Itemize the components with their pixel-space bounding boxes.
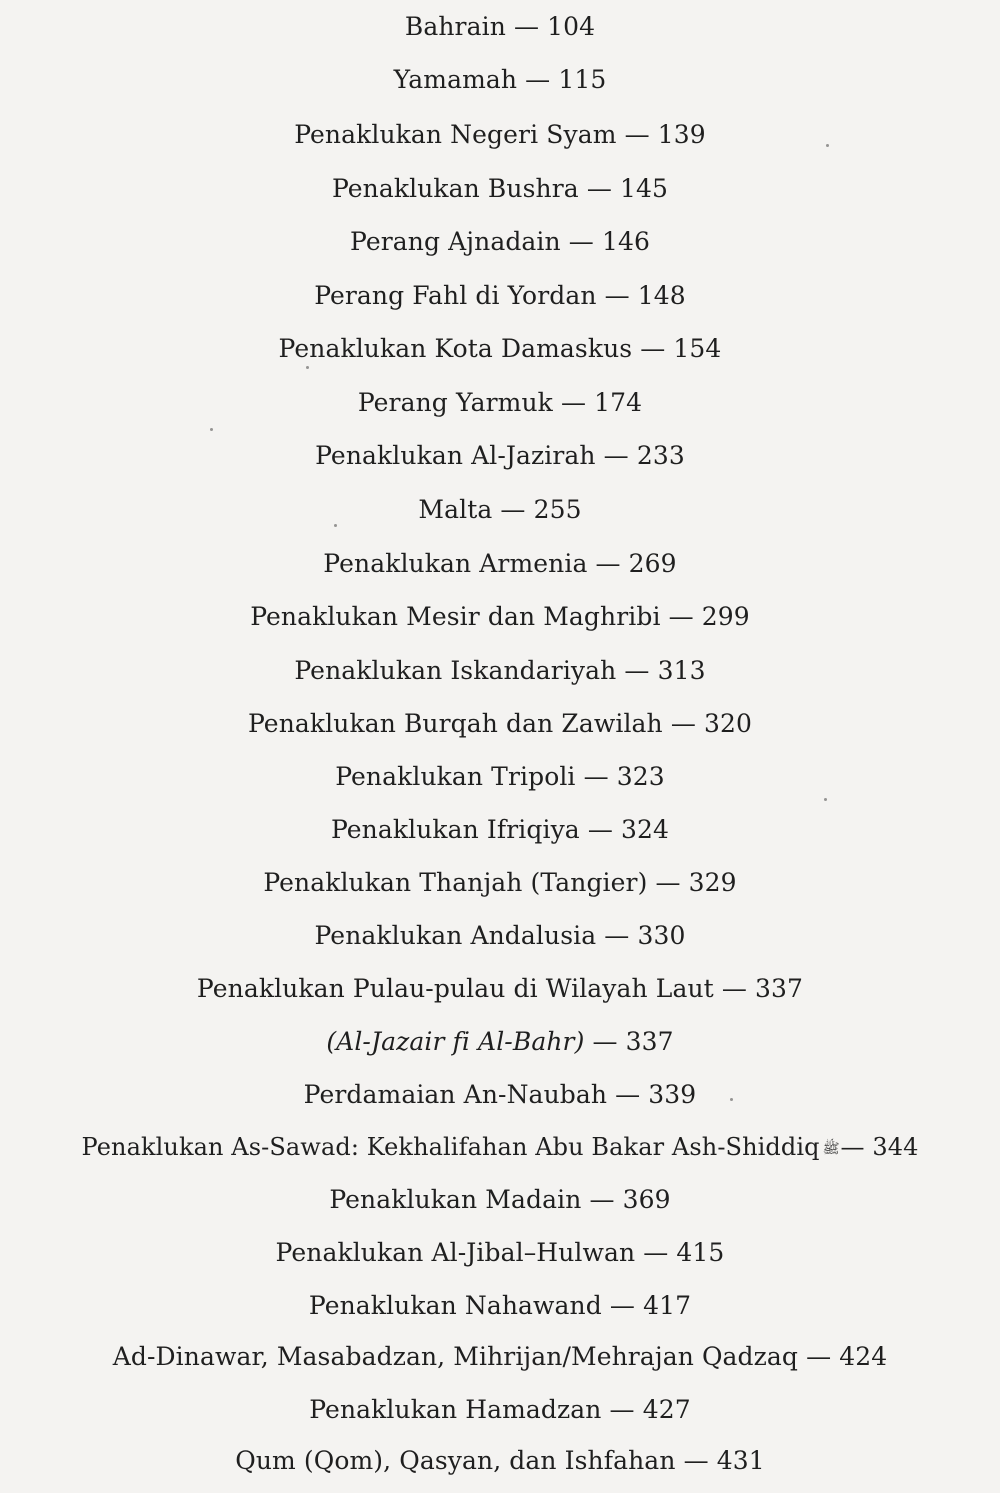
toc-entry-title: Penaklukan Tripoli — [335, 762, 576, 791]
toc-entry-separator: — — [683, 1446, 709, 1475]
toc-entry-page: 148 — [637, 281, 686, 310]
toc-entry — [0, 1395, 1000, 1425]
toc-entry-separator: — — [609, 1395, 635, 1424]
toc-entry-page: 154 — [673, 334, 722, 363]
toc-entry — [0, 921, 1000, 951]
print-speck — [826, 144, 829, 147]
toc-entry-separator: — — [589, 1185, 615, 1214]
toc-entry-title: Penaklukan Pulau-pulau di Wilayah Laut — [196, 974, 714, 1003]
toc-entry-title: Penaklukan Al-Jibal–Hulwan — [275, 1238, 636, 1267]
toc-entry-separator: — — [721, 974, 747, 1003]
toc-entry-title: Qum (Qom), Qasyan, dan Ishfahan — [235, 1446, 676, 1475]
toc-entry — [0, 227, 1000, 257]
toc-entry-separator: — — [560, 388, 587, 417]
print-speck — [730, 1098, 733, 1101]
toc-entry — [0, 12, 1000, 42]
toc-entry — [0, 281, 1000, 311]
toc-entry-title: Penaklukan Thanjah (Tangier) — [263, 868, 648, 897]
toc-entry-page: 255 — [533, 495, 582, 524]
toc-entry — [0, 1342, 1000, 1372]
toc-entry-title: Perang Ajnadain — [350, 227, 561, 256]
toc-entry — [0, 1238, 1000, 1268]
toc-entry-separator: — — [604, 281, 630, 310]
honorific-icon: ﷺ — [822, 1140, 840, 1157]
toc-entry-title: Perdamaian An-Naubah — [303, 1080, 608, 1109]
toc-entry-separator: — — [513, 12, 540, 41]
toc-entry-page: 337 — [625, 1027, 674, 1056]
toc-entry — [0, 174, 1000, 204]
toc-entry-page: 424 — [839, 1342, 888, 1371]
toc-entry-title: Penaklukan Mesir dan Maghribi — [250, 602, 661, 631]
toc-entry — [0, 549, 1000, 579]
toc-entry-title: Penaklukan Hamadzan — [309, 1395, 602, 1424]
toc-entry — [0, 495, 1000, 525]
toc-entry-separator: — — [840, 1133, 865, 1161]
toc-entry-page: 269 — [628, 549, 677, 578]
toc-entry-page: 417 — [643, 1291, 692, 1320]
toc-entry-title: Perang Yarmuk — [357, 388, 553, 417]
toc-entry-separator: — — [525, 65, 551, 94]
toc-entry — [0, 1027, 1000, 1057]
toc-entry — [0, 1132, 1000, 1164]
toc-entry-title: (Al-Jazair fi Al-Bahr) — [326, 1027, 585, 1056]
toc-entry — [0, 709, 1000, 739]
toc-entry-page: 330 — [637, 921, 686, 950]
toc-entry-page: 104 — [547, 12, 596, 41]
toc-entry — [0, 388, 1000, 418]
toc-entry — [0, 868, 1000, 898]
toc-entry — [0, 1080, 1000, 1110]
toc-entry-separator: — — [668, 602, 694, 631]
toc-entry-title: Penaklukan Bushra — [331, 174, 579, 203]
toc-entry — [0, 334, 1000, 364]
toc-entry-title: Penaklukan Armenia — [323, 549, 588, 578]
toc-entry-separator: — — [615, 1080, 641, 1109]
toc-entry-title: Yamamah — [393, 65, 518, 94]
print-speck — [824, 798, 827, 801]
toc-entry-page: 233 — [636, 441, 685, 470]
print-speck — [210, 428, 213, 431]
toc-entry-page: 339 — [648, 1080, 697, 1109]
toc-entry-separator: — — [655, 868, 681, 897]
toc-entry-title: Penaklukan Negeri Syam — [294, 120, 617, 149]
toc-entry-page: 174 — [594, 388, 643, 417]
toc-entry-page: 344 — [872, 1133, 919, 1161]
toc-entry — [0, 974, 1000, 1004]
toc-entry-page: 299 — [701, 602, 750, 631]
toc-entry-separator: — — [595, 549, 621, 578]
toc-entry-title: Bahrain — [404, 12, 506, 41]
toc-entry — [0, 120, 1000, 150]
print-speck — [334, 524, 337, 527]
toc-entry — [0, 815, 1000, 845]
toc-entry — [0, 762, 1000, 792]
toc-entry-page: 415 — [676, 1238, 725, 1267]
toc-entry — [0, 1185, 1000, 1215]
toc-entry-title: Malta — [418, 495, 493, 524]
toc-entry-page: 329 — [688, 868, 737, 897]
toc-entry-separator: — — [670, 709, 696, 738]
toc-entry-separator: — — [643, 1238, 669, 1267]
print-speck — [306, 366, 309, 369]
toc-entry-separator: — — [568, 227, 594, 256]
toc-entry — [0, 441, 1000, 471]
toc-entry-separator: — — [806, 1342, 832, 1371]
toc-entry-separator: — — [586, 174, 612, 203]
toc-entry-page: 431 — [716, 1446, 765, 1475]
toc-entry-page: 313 — [657, 656, 706, 685]
toc-entry — [0, 1446, 1000, 1476]
toc-entry-title: Penaklukan Madain — [329, 1185, 582, 1214]
toc-entry-separator: — — [592, 1027, 618, 1056]
toc-entry-title: Penaklukan Iskandariyah — [294, 656, 617, 685]
toc-entry-page: 323 — [616, 762, 665, 791]
toc-entry-title: Penaklukan Kota Damaskus — [278, 334, 633, 363]
toc-entry-separator: — — [624, 656, 650, 685]
toc-entry-title: Penaklukan Nahawand — [308, 1291, 602, 1320]
toc-entry-separator: — — [609, 1291, 636, 1320]
toc-entry-title: Ad-Dinawar, Masabadzan, Mihrijan/Mehrajan Qadzaq — [112, 1342, 799, 1371]
toc-entry — [0, 65, 1000, 95]
toc-entry-separator: — — [624, 120, 650, 149]
toc-entry-separator: — — [603, 441, 629, 470]
toc-entry-page: 320 — [703, 709, 752, 738]
toc-entry-separator: — — [604, 921, 630, 950]
toc-entry-separator: — — [583, 762, 609, 791]
toc-entry-title: Penaklukan Ifriqiya — [330, 815, 580, 844]
toc-entry-separator: — — [587, 815, 613, 844]
toc-entry-page: 337 — [755, 974, 804, 1003]
toc-entry — [0, 656, 1000, 686]
toc-entry-page: 324 — [621, 815, 670, 844]
toc-entry-page: 145 — [619, 174, 669, 203]
toc-entry-title: Penaklukan Al-Jazirah — [315, 441, 596, 470]
toc-entry — [0, 1291, 1000, 1321]
toc-entry-title: Penaklukan Burqah dan Zawilah — [248, 709, 663, 738]
toc-entry-page: 139 — [657, 120, 706, 149]
toc-entry-page: 369 — [622, 1185, 671, 1214]
toc-entry-separator: — — [640, 334, 666, 363]
toc-entry-page: 427 — [642, 1395, 691, 1424]
toc-entry-title: Penaklukan Andalusia — [314, 921, 597, 950]
toc-entry-page: 146 — [601, 227, 650, 256]
toc-entry-separator: — — [500, 495, 526, 524]
toc-entry-title: Perang Fahl di Yordan — [314, 281, 597, 310]
toc-entry-page: 115 — [558, 65, 607, 94]
toc-entry-title: Penaklukan As-Sawad: Kekhalifahan Abu Bakar Ash-Shiddiq — [81, 1133, 820, 1161]
toc-entry — [0, 602, 1000, 632]
